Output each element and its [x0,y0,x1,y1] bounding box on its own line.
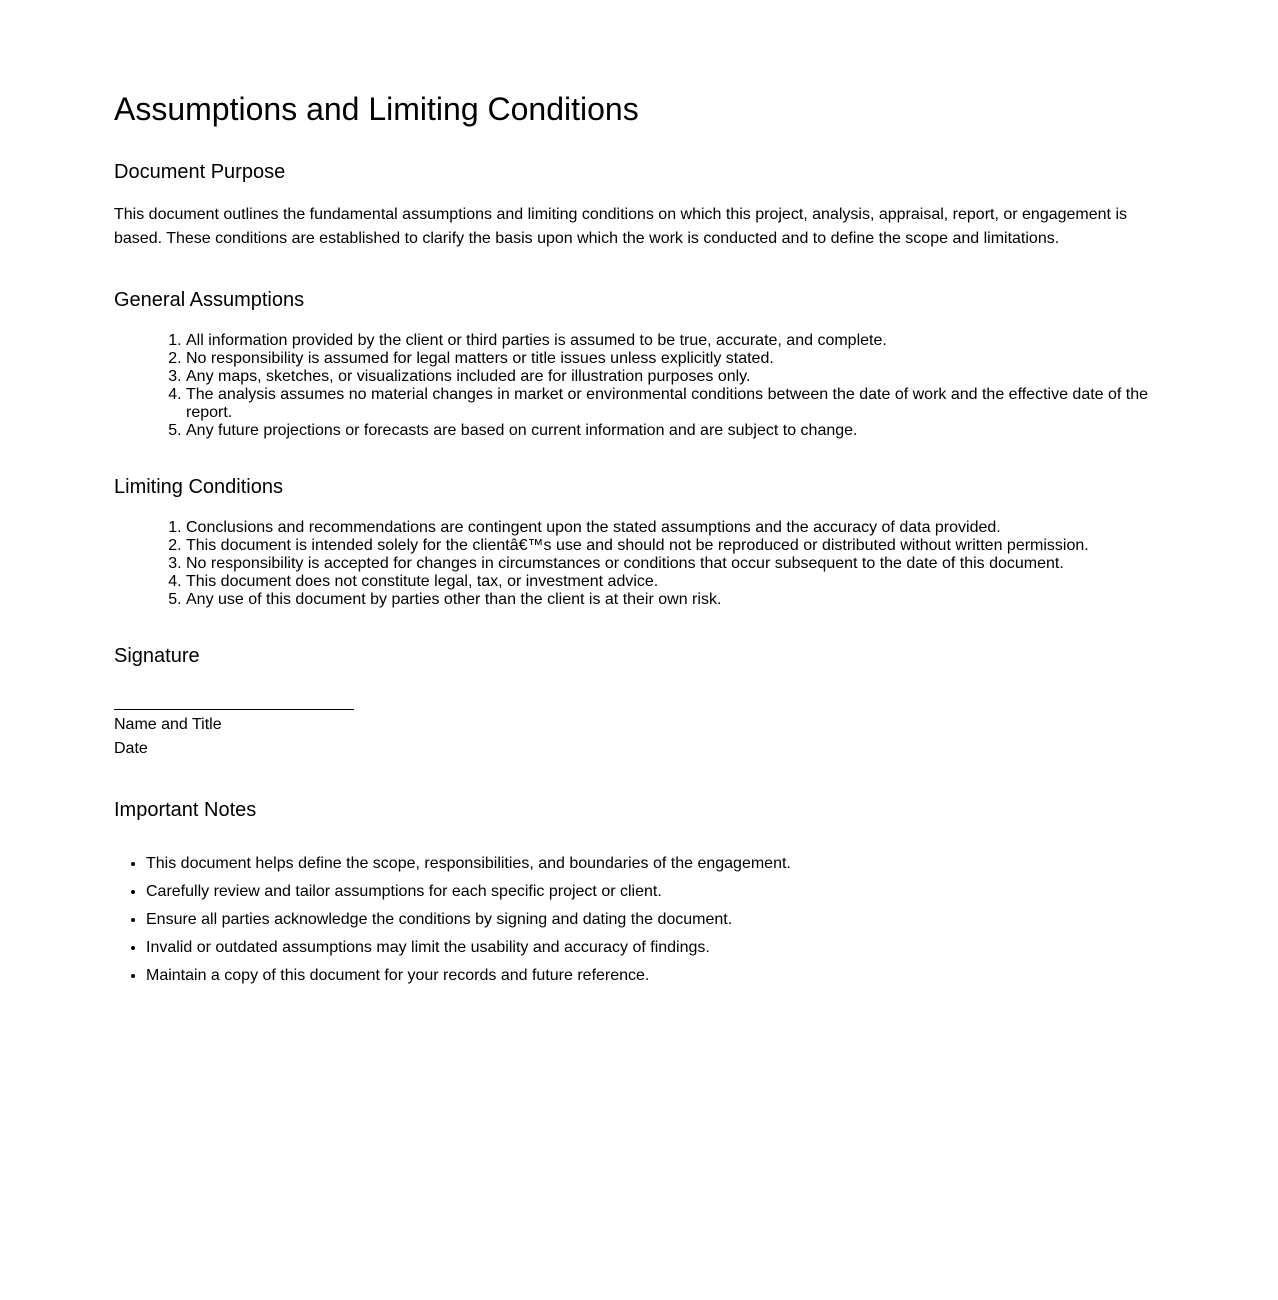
general-assumptions-list [114,332,1164,440]
list-item: • This document helps define the scope, responsibilities, and boundaries of the engagement. [146,855,1164,873]
general-assumptions-heading: General Assumptions [114,289,305,311]
name-and-title-label: Name and Title [114,716,222,733]
list-item: 1. Conclusions and recommendations are contingent upon the stated assumptions and the accuracy of data provided. [186,519,1164,537]
list-item: 3. No responsibility is accepted for changes in circumstances or conditions that occur subsequent to the date of this document. [186,555,1164,573]
list-item: • Maintain a copy of this document for your records and future reference. [146,967,1164,985]
list-item: • Invalid or outdated assumptions may limit the usability and accuracy of findings. [146,939,1164,957]
important-notes-heading: Important Notes [114,799,257,821]
list-item: 2. No responsibility is assumed for legal matters or title issues unless explicitly stated. [186,350,1164,368]
signature-line [114,709,354,710]
list-item: 3. Any maps, sketches, or visualizations included are for illustration purposes only. [186,368,1164,386]
purpose-heading: Document Purpose [114,161,286,183]
signature-heading: Signature [114,645,200,667]
list-item: • Ensure all parties acknowledge the conditions by signing and dating the document. [146,911,1164,929]
list-item: 4. The analysis assumes no material changes in market or environmental conditions between the date of work and the effective date of the report. [186,386,1164,422]
document-content [114,89,1164,995]
list-item: 1. All information provided by the client or third parties is assumed to be true, accurate, and complete. [186,332,1164,350]
limiting-conditions-heading: Limiting Conditions [114,476,283,498]
list-item: 5. Any future projections or forecasts are based on current information and are subject to change. [186,422,1164,440]
page-title: Assumptions and Limiting Conditions [114,91,639,127]
list-item: 4. This document does not constitute legal, tax, or investment advice. [186,573,1164,591]
list-item: 2. This document is intended solely for the clientâ€™s use and should not be reproduced or distributed without written permission. [186,537,1164,555]
date-label: Date [114,740,148,757]
list-item: • Carefully review and tailor assumptions for each specific project or client. [146,883,1164,901]
list-item: 5. Any use of this document by parties other than the client is at their own risk. [186,591,1164,609]
important-notes-list [114,855,1164,985]
limiting-conditions-list [114,519,1164,609]
purpose-text: This document outlines the fundamental assumptions and limiting conditions on which this project, analysis, appraisal, report, or engagement is based. These conditions are established to clarify the basis upon which the work is conducted and to define the scope and limitations. [114,206,1127,247]
